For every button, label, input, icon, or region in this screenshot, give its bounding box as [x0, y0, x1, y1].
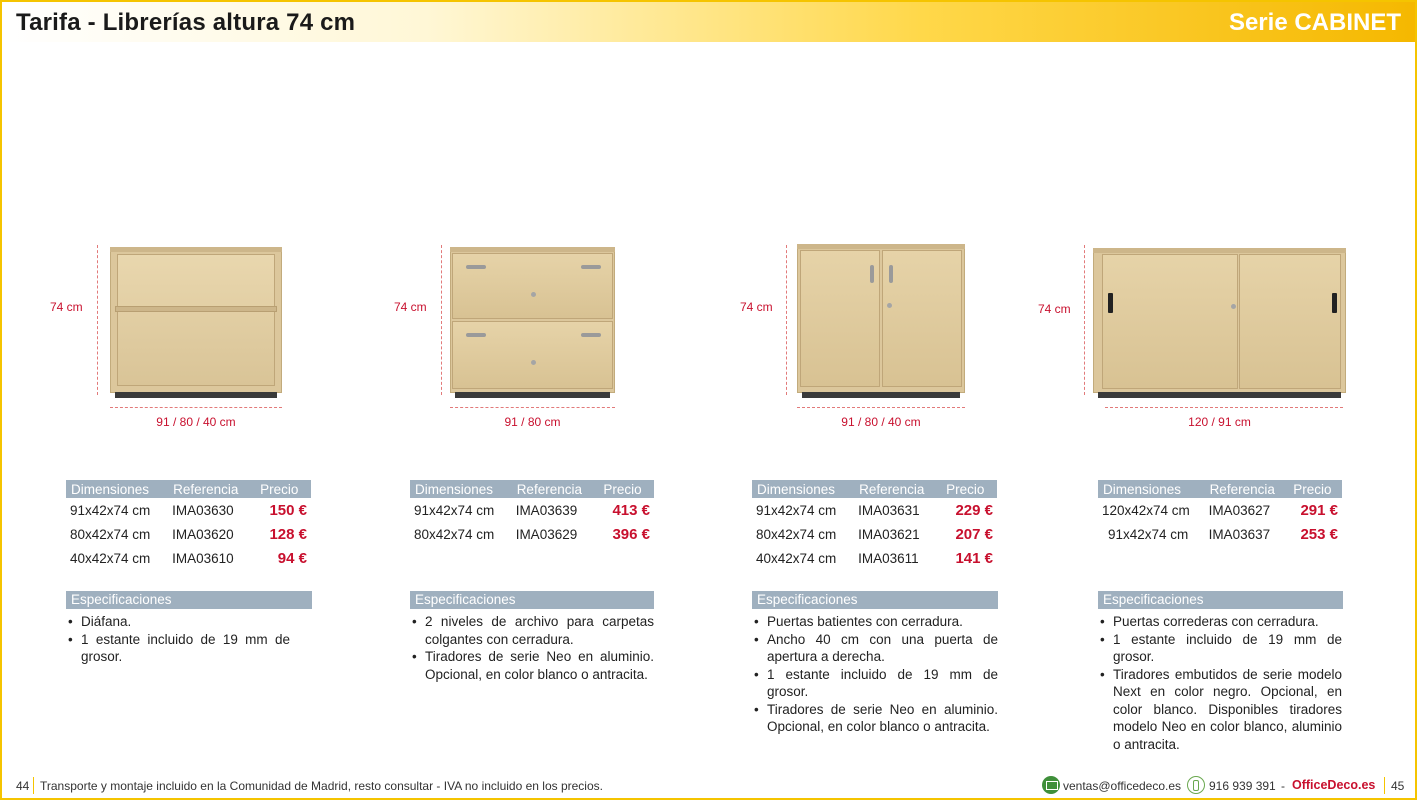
- list-item: • Tiradores de serie Neo en aluminio. Opcional, en color blanco o antracita.: [412, 648, 654, 683]
- table-row: 91x42x74 cm IMA03639 413 €: [414, 501, 650, 519]
- list-item: • Tiradores de serie Neo en aluminio. Opcional, en color blanco o antracita.: [754, 701, 998, 736]
- price-table: [1098, 480, 1342, 546]
- specs-header: Especificaciones: [1098, 591, 1343, 609]
- handle-icon: [870, 265, 874, 283]
- handle-icon: [581, 333, 601, 337]
- col-referencia: Referencia: [1205, 480, 1289, 498]
- filing-cabinet-illustration: [450, 247, 615, 393]
- height-dimension-line: [1084, 245, 1085, 395]
- mail-icon: [1042, 776, 1060, 794]
- footer-note: Transporte y montaje incluido en la Comunidad de Madrid, resto consultar - IVA no incluido en los precios.: [40, 779, 603, 793]
- product-open-bookcase: [0, 0, 330, 800]
- page-number-right: 45: [1391, 779, 1405, 793]
- table-row: 40x42x74 cm IMA03611 141 €: [756, 549, 993, 567]
- width-label: 91 / 80 cm: [504, 415, 561, 429]
- specs-header: Especificaciones: [752, 591, 998, 609]
- recessed-handle-icon: [1108, 293, 1113, 313]
- price-table: [752, 480, 997, 570]
- specs-list: [1100, 613, 1342, 753]
- col-dimensiones: Dimensiones: [410, 480, 512, 498]
- specs-header: Especificaciones: [410, 591, 654, 609]
- lock-icon: [531, 360, 536, 365]
- col-precio: Precio: [941, 480, 997, 498]
- specs-header: Especificaciones: [66, 591, 312, 609]
- col-precio: Precio: [598, 480, 654, 498]
- width-label: 120 / 91 cm: [1188, 415, 1251, 429]
- col-referencia: Referencia: [168, 480, 255, 498]
- table-row: 80x42x74 cm IMA03620 128 €: [70, 525, 307, 543]
- table-row: 91x42x74 cm IMA03630 150 €: [70, 501, 307, 519]
- lock-icon: [531, 292, 536, 297]
- table-row: 40x42x74 cm IMA03610 94 €: [70, 549, 307, 567]
- width-label: 91 / 80 / 40 cm: [841, 415, 921, 429]
- col-dimensiones: Dimensiones: [66, 480, 168, 498]
- list-item: • Puertas batientes con cerradura.: [754, 613, 998, 631]
- width-label: 91 / 80 / 40 cm: [156, 415, 236, 429]
- list-item: • Puertas correderas con cerradura.: [1100, 613, 1342, 631]
- divider: [33, 777, 34, 794]
- col-dimensiones: Dimensiones: [752, 480, 854, 498]
- list-item: • Tiradores embutidos de serie modelo Next en color negro. Opcional, en color blanco. Disponibles tiradores modelo Neo en color blanco, aluminio o antracita.: [1100, 666, 1342, 754]
- col-precio: Precio: [255, 480, 311, 498]
- height-label: 74 cm: [50, 300, 83, 314]
- list-item: • Ancho 40 cm con una puerta de apertura a derecha.: [754, 631, 998, 666]
- list-item: • 1 estante incluido de 19 mm de grosor.: [68, 631, 290, 666]
- phone-number[interactable]: 916 939 391: [1209, 779, 1276, 793]
- series-title: Serie CABINET: [1228, 9, 1401, 36]
- divider: [1384, 777, 1385, 794]
- open-bookcase-illustration: [110, 247, 282, 393]
- table-row: 91x42x74 cm IMA03631 229 €: [756, 501, 993, 519]
- specs-list: [68, 613, 290, 666]
- table-row: 80x42x74 cm IMA03621 207 €: [756, 525, 993, 543]
- specs-list: [754, 613, 998, 736]
- page-title: Tarifa - Librerías altura 74 cm: [16, 9, 356, 36]
- recessed-handle-icon: [1332, 293, 1337, 313]
- price-table: [410, 480, 654, 546]
- lock-icon: [887, 303, 892, 308]
- height-label: 74 cm: [394, 300, 427, 314]
- handle-icon: [466, 333, 486, 337]
- separator-dash: -: [1281, 779, 1285, 793]
- price-table: [66, 480, 311, 570]
- col-precio: Precio: [1288, 480, 1342, 498]
- page-footer: [0, 774, 1417, 800]
- col-dimensiones: Dimensiones: [1098, 480, 1205, 498]
- page-number-left: 44: [16, 779, 30, 793]
- sliding-door-cabinet-illustration: [1093, 248, 1346, 393]
- table-row: 80x42x74 cm IMA03629 396 €: [414, 525, 650, 543]
- swing-door-cabinet-illustration: [797, 244, 965, 393]
- width-dimension-line: [797, 407, 965, 408]
- list-item: • 1 estante incluido de 19 mm de grosor.: [754, 666, 998, 701]
- brand-link[interactable]: OfficeDeco.es: [1292, 778, 1376, 792]
- height-label: 74 cm: [1038, 302, 1071, 316]
- list-item: • 2 niveles de archivo para carpetas colgantes con cerradura.: [412, 613, 654, 648]
- col-referencia: Referencia: [512, 480, 599, 498]
- width-dimension-line: [110, 407, 282, 408]
- product-filing-cabinet: [345, 0, 675, 800]
- list-item: • 1 estante incluido de 19 mm de grosor.: [1100, 631, 1342, 666]
- handle-icon: [466, 265, 486, 269]
- width-dimension-line: [450, 407, 615, 408]
- handle-icon: [581, 265, 601, 269]
- product-swing-door-cabinet: [690, 0, 1020, 800]
- table-row: 120x42x74 cm IMA03627 291 €: [1102, 501, 1338, 519]
- col-referencia: Referencia: [854, 480, 941, 498]
- height-dimension-line: [97, 245, 98, 395]
- handle-icon: [889, 265, 893, 283]
- height-dimension-line: [786, 245, 787, 395]
- phone-icon: [1187, 776, 1205, 794]
- specs-list: [412, 613, 654, 683]
- list-item: • Diáfana.: [68, 613, 290, 631]
- height-label: 74 cm: [740, 300, 773, 314]
- table-row: 91x42x74 cm IMA03637 253 €: [1108, 525, 1338, 543]
- product-sliding-door-cabinet: [1035, 0, 1365, 800]
- width-dimension-line: [1105, 407, 1343, 408]
- email-link[interactable]: ventas@officedeco.es: [1063, 779, 1182, 793]
- height-dimension-line: [441, 245, 442, 395]
- lock-icon: [1231, 304, 1236, 309]
